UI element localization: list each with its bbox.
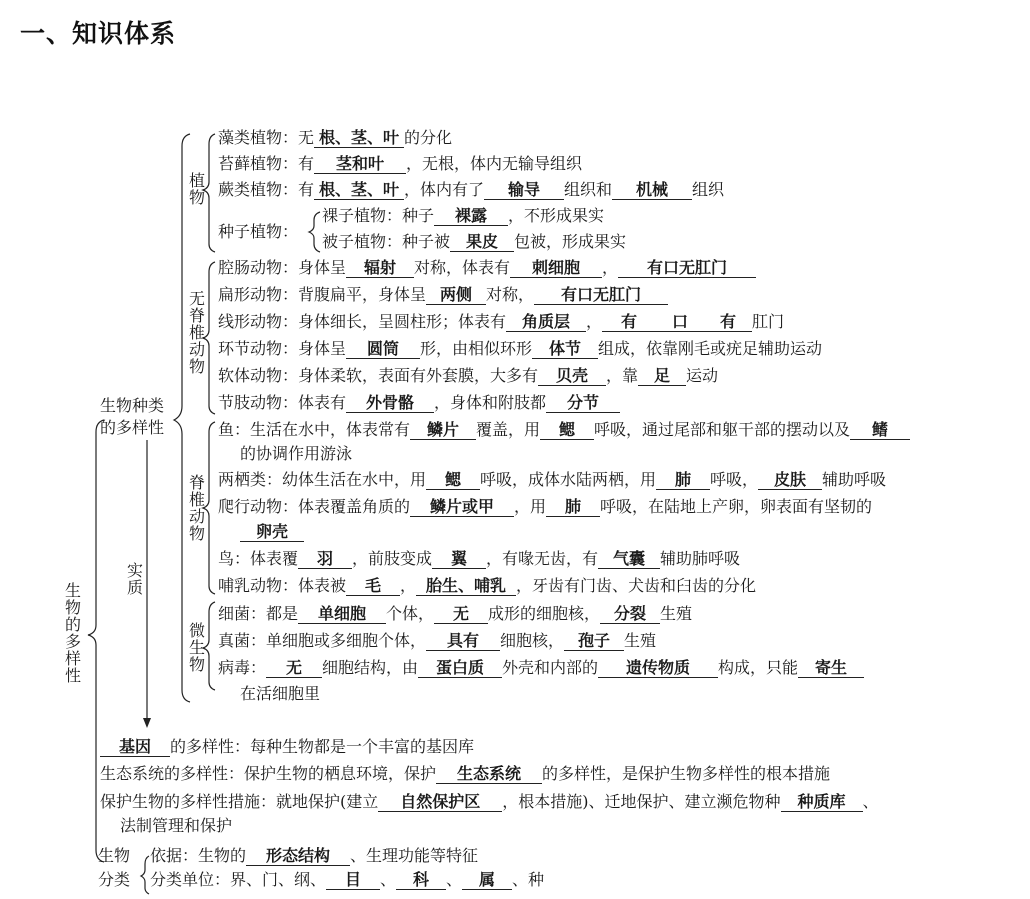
- row-virus: [218, 658, 864, 678]
- text-fragment: ，靠: [606, 366, 639, 385]
- answer-blank: 茎和叶: [314, 155, 406, 174]
- text-fragment: 真菌：单细胞或多细胞个体，: [218, 631, 427, 650]
- answer-blank: 贝壳: [538, 367, 606, 386]
- text-fragment: 分类单位：界、门、纲、: [150, 870, 327, 889]
- label-vertebrates: 脊椎动物: [188, 473, 205, 543]
- section-heading: 一、知识体系: [20, 19, 177, 48]
- text-fragment: ，身体和附肢都: [434, 393, 547, 412]
- answer-blank: 有口无肛门: [534, 286, 668, 305]
- answer-blank: 基因: [100, 738, 170, 757]
- answer-blank: 体节: [532, 340, 598, 359]
- text-fragment: 运动: [686, 366, 719, 385]
- row-moss: [218, 154, 582, 174]
- answer-blank: 口: [656, 313, 704, 332]
- text-fragment: 覆盖，用: [476, 420, 541, 439]
- answer-blank: 外骨骼: [346, 394, 434, 413]
- label-classify-1: 生物: [98, 846, 131, 865]
- text-fragment: 藻类植物：无: [218, 128, 315, 147]
- text-fragment: 外壳和内部的: [502, 658, 599, 677]
- text-fragment: 爬行动物：体表覆盖角质的: [218, 497, 411, 516]
- answer-blank: 有口无肛门: [618, 259, 756, 278]
- row-reptile: [218, 497, 872, 517]
- answer-blank: 鳞片: [410, 421, 476, 440]
- answer-blank: 毛: [346, 577, 400, 596]
- text-fragment: 两栖类：幼体生活在水中，用: [218, 470, 427, 489]
- answer-blank: 果皮: [450, 233, 514, 252]
- text-fragment: 线形动物：身体细长，呈圆柱形；体表有: [218, 312, 507, 331]
- text-fragment: 呼吸，: [710, 470, 759, 489]
- row-flatworm: [218, 285, 668, 305]
- text-fragment: 生殖: [660, 604, 693, 623]
- text-fragment: 呼吸，成体水陆两栖，用: [480, 470, 657, 489]
- text-fragment: ，有喙无齿，有: [486, 549, 599, 568]
- text-fragment: ，前肢变成: [352, 549, 433, 568]
- answer-blank: 鳃: [540, 421, 594, 440]
- text-fragment: 的多样性，是保护生物多样性的根本措施: [542, 764, 831, 783]
- row-coelenterate: [218, 258, 756, 278]
- row-fish-cont: 的协调作用游泳: [240, 444, 353, 463]
- answer-blank: 胎生、哺乳: [416, 577, 516, 596]
- answer-blank: 气囊: [598, 550, 660, 569]
- text-fragment: 辅助呼吸: [822, 470, 887, 489]
- text-fragment: 生殖: [624, 631, 657, 650]
- row-seed-plants: 种子植物：: [218, 222, 299, 241]
- label-essence: 实质: [126, 561, 143, 597]
- answer-blank: 皮肤: [758, 471, 822, 490]
- text-fragment: ，: [586, 312, 603, 331]
- text-fragment: 个体，: [386, 604, 435, 623]
- answer-blank: 辐射: [346, 259, 414, 278]
- row-reptile-cont: [240, 522, 304, 542]
- answer-blank: 种质库: [781, 793, 863, 812]
- text-fragment: 构成，只能: [718, 658, 799, 677]
- label-invertebrates: 无脊椎动物: [188, 289, 205, 376]
- answer-blank: 两侧: [426, 286, 486, 305]
- text-fragment: 细菌：都是: [218, 604, 299, 623]
- text-fragment: 辅助肺呼吸: [660, 549, 741, 568]
- text-fragment: 肛门: [752, 312, 785, 331]
- answer-blank: 单细胞: [298, 605, 386, 624]
- text-fragment: 组织和: [564, 180, 613, 199]
- text-fragment: 环节动物：身体呈: [218, 339, 347, 358]
- text-fragment: 保护生物的多样性措施：就地保护(建立: [100, 792, 379, 811]
- label-species: 生物种类: [100, 396, 165, 415]
- row-arthropod: [218, 393, 620, 413]
- text-fragment: ，无根，体内无输导组织: [406, 154, 583, 173]
- row-ecosystem-diversity: [100, 764, 830, 784]
- answer-blank: 机械: [612, 181, 692, 200]
- answer-blank: 属: [462, 871, 512, 890]
- row-protection-cont: 法制管理和保护: [120, 816, 233, 835]
- answer-blank: 遗传物质: [598, 659, 718, 678]
- text-fragment: 呼吸，在陆地上产卵，卵表面有坚韧的: [600, 497, 873, 516]
- answer-blank: 肺: [656, 471, 710, 490]
- row-mollusk: [218, 366, 718, 386]
- text-fragment: ，用: [514, 497, 547, 516]
- answer-blank: 鳃: [426, 471, 480, 490]
- label-classify-2: 分类: [98, 870, 131, 889]
- text-fragment: 蕨类植物：有: [218, 180, 315, 199]
- answer-blank: 无: [434, 605, 488, 624]
- answer-blank: 刺细胞: [510, 259, 602, 278]
- answer-blank: 圆筒: [346, 340, 420, 359]
- row-units: [150, 870, 544, 890]
- row-algae: [218, 128, 452, 148]
- text-fragment: 鸟：体表覆: [218, 549, 299, 568]
- text-fragment: 哺乳动物：体表被: [218, 576, 347, 595]
- text-fragment: 、: [380, 870, 397, 889]
- text-fragment: 软体动物：身体柔软，表面有外套膜，大多有: [218, 366, 539, 385]
- row-virus-cont: 在活细胞里: [240, 684, 321, 703]
- answer-blank: 自然保护区: [378, 793, 502, 812]
- answer-blank: 分裂: [600, 605, 660, 624]
- row-bacteria: [218, 604, 692, 624]
- label-root: 生物的多样性: [64, 581, 81, 685]
- answer-blank: 根、茎、叶: [314, 181, 404, 200]
- answer-blank: 有: [704, 313, 752, 332]
- text-fragment: 细胞核，: [500, 631, 565, 650]
- answer-blank: 孢子: [564, 632, 624, 651]
- text-fragment: ，牙齿有门齿、犬齿和臼齿的分化: [516, 576, 757, 595]
- text-fragment: 扁形动物：背腹扁平，身体呈: [218, 285, 427, 304]
- answer-blank: 输导: [484, 181, 564, 200]
- answer-blank: 翼: [432, 550, 486, 569]
- answer-blank: 鳍: [850, 421, 910, 440]
- row-gene-diversity: [100, 737, 474, 757]
- row-fern: [218, 180, 724, 200]
- text-fragment: 形，由相似环形: [420, 339, 533, 358]
- text-fragment: 苔藓植物：有: [218, 154, 315, 173]
- text-fragment: 节肢动物：体表有: [218, 393, 347, 412]
- row-protection: [100, 792, 879, 812]
- row-annelid: [218, 339, 822, 359]
- row-fungi: [218, 631, 656, 651]
- label-microbes: 微生物: [188, 621, 205, 674]
- text-fragment: 对称，体表有: [414, 258, 511, 277]
- text-fragment: 依据：生物的: [150, 846, 247, 865]
- text-fragment: 、: [862, 792, 879, 811]
- answer-blank: 科: [396, 871, 446, 890]
- text-fragment: 、种: [512, 870, 545, 889]
- text-fragment: 裸子植物：种子: [322, 206, 435, 225]
- text-fragment: 鱼：生活在水中，体表常有: [218, 420, 411, 439]
- label-plants: 植物: [188, 171, 205, 207]
- answer-blank: 肺: [546, 498, 600, 517]
- answer-blank: 形态结构: [246, 847, 350, 866]
- row-angiosperm: [322, 232, 626, 252]
- answer-blank: 分节: [546, 394, 620, 413]
- text-fragment: 病毒：: [218, 658, 267, 677]
- text-fragment: 的分化: [404, 128, 453, 147]
- text-fragment: 生态系统的多样性：保护生物的栖息环境，保护: [100, 764, 437, 783]
- answer-blank: 鳞片或甲: [410, 498, 514, 517]
- text-fragment: ，根本措施)、迁地保护、建立濒危物种: [502, 792, 781, 811]
- text-fragment: ，不形成果实: [508, 206, 605, 225]
- text-fragment: 对称，: [486, 285, 535, 304]
- text-fragment: 组织: [692, 180, 725, 199]
- answer-blank: 羽: [298, 550, 352, 569]
- answer-blank: 角质层: [506, 313, 586, 332]
- row-gymnosperm: [322, 206, 604, 226]
- answer-blank: 寄生: [798, 659, 864, 678]
- text-fragment: 细胞结构，由: [322, 658, 419, 677]
- text-fragment: 呼吸，通过尾部和躯干部的摆动以及: [594, 420, 851, 439]
- text-fragment: 、: [446, 870, 463, 889]
- text-fragment: ，: [602, 258, 619, 277]
- answer-blank: 有: [602, 313, 656, 332]
- text-fragment: 、生理功能等特征: [350, 846, 479, 865]
- text-fragment: ，体内有了: [404, 180, 485, 199]
- answer-blank: 蛋白质: [418, 659, 502, 678]
- answer-blank: 根、茎、叶: [314, 129, 404, 148]
- text-fragment: ，: [400, 576, 417, 595]
- row-fish: [218, 420, 910, 440]
- answer-blank: 无: [266, 659, 322, 678]
- label-species-2: 的多样性: [100, 418, 165, 437]
- text-fragment: 组成，依靠刚毛或疣足辅助运动: [598, 339, 823, 358]
- answer-blank: 具有: [426, 632, 500, 651]
- answer-blank: 卵壳: [240, 523, 304, 542]
- row-bird: [218, 549, 740, 569]
- row-mammal: [218, 576, 756, 596]
- answer-blank: 裸露: [434, 207, 508, 226]
- row-basis: [150, 846, 478, 866]
- row-roundworm: [218, 312, 784, 332]
- text-fragment: 的多样性：每种生物都是一个丰富的基因库: [170, 737, 475, 756]
- text-fragment: 腔肠动物：身体呈: [218, 258, 347, 277]
- answer-blank: 生态系统: [436, 765, 542, 784]
- answer-blank: 目: [326, 871, 380, 890]
- answer-blank: 足: [638, 367, 686, 386]
- text-fragment: 成形的细胞核，: [488, 604, 601, 623]
- row-amphibian: [218, 470, 886, 490]
- text-fragment: 被子植物：种子被: [322, 232, 451, 251]
- text-fragment: 包被，形成果实: [514, 232, 627, 251]
